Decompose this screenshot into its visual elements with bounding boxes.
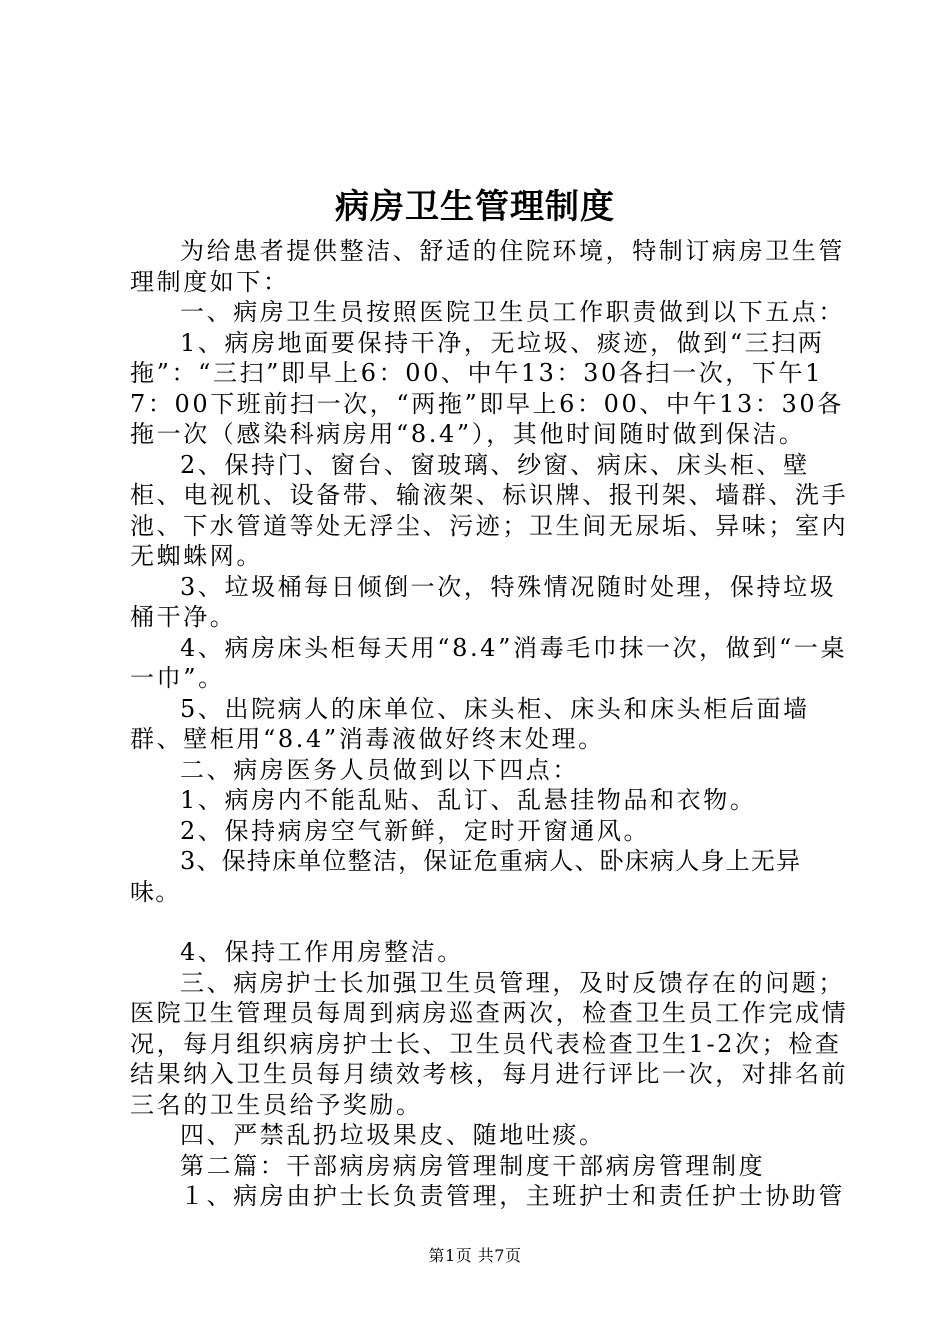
paragraph-part-2-1: １、病房由护士长负责管理，主班护士和责任护士协助管 bbox=[180, 1182, 845, 1210]
paragraph-part-2-heading: 第二篇：干部病房病房管理制度干部病房管理制度 bbox=[180, 1151, 766, 1180]
paragraph-intro: 为给患者提供整洁、舒适的住院环境，特制订病房卫生管理制度如下： bbox=[130, 237, 845, 296]
document-body bbox=[130, 236, 850, 1212]
paragraph-section-1-heading: 一、病房卫生员按照医院卫生员工作职责做到以下五点： bbox=[180, 298, 845, 326]
paragraph-1-2: 2、保持门、窗台、窗玻璃、纱窗、病床、床头柜、壁柜、电视机、设备带、输液架、标识牌、报刊架、墙群、洗手池、下水管道等处无浮尘、污迹；卫生间无尿垢、异味；室内无蜘蛛网。 bbox=[130, 450, 849, 570]
paragraph-1-3: 3、垃圾桶每日倾倒一次，特殊情况随时处理，保持垃圾桶干净。 bbox=[130, 572, 837, 631]
paragraph-2-4: 4、保持工作用房整洁。 bbox=[180, 938, 464, 966]
document-title: 病房卫生管理制度 bbox=[335, 187, 615, 227]
page-number: 第1页 共7页 bbox=[428, 1246, 522, 1265]
paragraph-2-1: 1、病房内不能乱贴、乱订、乱悬挂物品和衣物。 bbox=[180, 786, 757, 814]
paragraph-1-1: 1、病房地面要保持干净，无垃圾、痰迹，做到“三扫两拖”：“三扫”即早上6：00、中午13：30各扫一次，下午17：00下班前扫一次，“两拖”即早上6：00、中午13：30各拖一次（感染科病房用“8.4”），其他时间随时做到保洁。 bbox=[130, 328, 844, 448]
paragraph-2-2: 2、保持病房空气新鲜，定时开窗通风。 bbox=[180, 816, 651, 845]
paragraph-section-4: 四、严禁乱扔垃圾果皮、随地吐痰。 bbox=[180, 1121, 606, 1149]
paragraph-section-3: 三、病房护士长加强卫生员管理，及时反馈存在的问题；医院卫生管理员每周到病房巡查两次，检查卫生员工作完成情况，每月组织病房护士长、卫生员代表检查卫生1-2次；检查结果纳入卫生员每月绩效考核，每月进行评比一次，对排名前三名的卫生员给予奖励。 bbox=[130, 968, 849, 1119]
paragraph-1-4: 4、病房床头柜每天用“8.4”消毒毛巾抹一次，做到“一桌一巾”。 bbox=[130, 633, 848, 692]
paragraph-section-2-heading: 二、病房医务人员做到以下四点： bbox=[180, 755, 579, 784]
paragraph-2-3: 3、保持床单位整洁，保证危重病人、卧床病人身上无异味。 bbox=[130, 847, 802, 906]
paragraph-1-5: 5、出院病人的床单位、床头柜、床头和床头柜后面墙群、壁柜用“8.4”消毒液做好终末处理。 bbox=[130, 694, 810, 753]
